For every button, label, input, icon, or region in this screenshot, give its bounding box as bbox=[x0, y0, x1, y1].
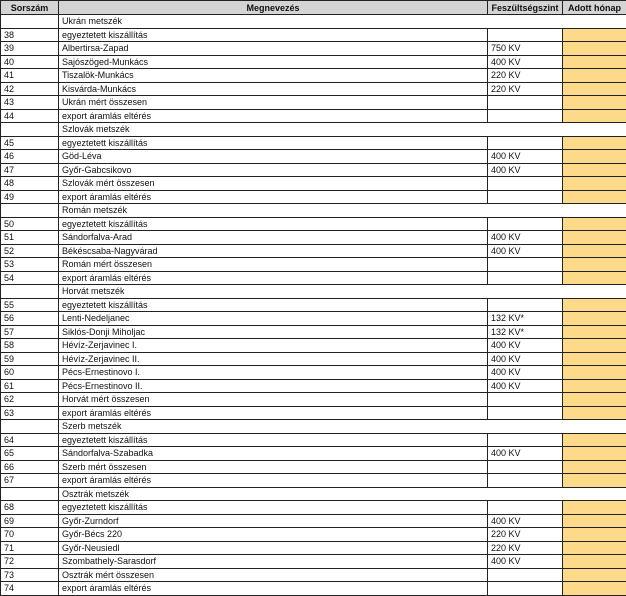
cell-month-input[interactable] bbox=[563, 406, 626, 420]
cell-month-input[interactable] bbox=[563, 231, 626, 245]
table-row bbox=[1, 433, 626, 447]
cell-num[interactable]: 73 bbox=[1, 568, 59, 582]
table-row bbox=[1, 231, 626, 245]
cell-voltage[interactable]: 400 KV bbox=[488, 379, 563, 393]
cell-name[interactable]: Hévíz-Zerjavinec II. bbox=[59, 352, 488, 366]
cell-name[interactable]: Hévíz-Zerjavinec I. bbox=[59, 339, 488, 353]
cell-name[interactable]: export áramlás eltérés bbox=[59, 474, 488, 488]
cell-name[interactable]: export áramlás eltérés bbox=[59, 109, 488, 123]
cell-num[interactable]: 49 bbox=[1, 190, 59, 204]
cell-voltage[interactable] bbox=[488, 96, 563, 110]
cell-num[interactable]: 44 bbox=[1, 109, 59, 123]
table-row bbox=[1, 271, 626, 285]
table-row bbox=[1, 163, 626, 177]
cell-month-input[interactable] bbox=[563, 352, 626, 366]
table-row bbox=[1, 568, 626, 582]
cell-voltage[interactable]: 400 KV bbox=[488, 447, 563, 461]
cell-month-input[interactable] bbox=[563, 582, 626, 596]
cell-voltage[interactable]: 400 KV bbox=[488, 55, 563, 69]
cell-voltage[interactable]: 220 KV bbox=[488, 541, 563, 555]
cell-voltage[interactable] bbox=[488, 474, 563, 488]
cell-name[interactable]: egyeztetett kiszállítás bbox=[59, 298, 488, 312]
cell-num[interactable]: 66 bbox=[1, 460, 59, 474]
cell-name[interactable]: Szlovák mért összesen bbox=[59, 177, 488, 191]
table-row bbox=[1, 42, 626, 56]
table-row bbox=[1, 379, 626, 393]
table-row bbox=[1, 190, 626, 204]
cell-name[interactable]: Tiszalök-Munkács bbox=[59, 69, 488, 83]
cell-month-input[interactable] bbox=[563, 190, 626, 204]
cell-name[interactable]: Sándorfalva-Arad bbox=[59, 231, 488, 245]
cell-num[interactable] bbox=[1, 285, 59, 299]
cell-month-input[interactable] bbox=[563, 96, 626, 110]
cell-num[interactable]: 70 bbox=[1, 528, 59, 542]
cell-month-input[interactable] bbox=[563, 69, 626, 83]
cell-voltage[interactable] bbox=[488, 460, 563, 474]
section-title[interactable]: Román metszék bbox=[59, 204, 626, 218]
cell-month-input[interactable] bbox=[563, 460, 626, 474]
section-row bbox=[1, 285, 626, 299]
cell-month-input[interactable] bbox=[563, 82, 626, 96]
cell-name[interactable]: Ukrán mért összesen bbox=[59, 96, 488, 110]
cell-name[interactable]: Göd-Léva bbox=[59, 150, 488, 164]
header-num[interactable]: Sorszám bbox=[1, 1, 59, 15]
cell-name[interactable]: export áramlás eltérés bbox=[59, 271, 488, 285]
cell-num[interactable] bbox=[1, 123, 59, 137]
cell-name[interactable]: Békéscsaba-Nagyvárad bbox=[59, 244, 488, 258]
table-row bbox=[1, 582, 626, 596]
cell-num[interactable]: 46 bbox=[1, 150, 59, 164]
header-row bbox=[1, 1, 626, 15]
cell-name[interactable]: Győr-Bécs 220 bbox=[59, 528, 488, 542]
cell-num[interactable]: 42 bbox=[1, 82, 59, 96]
table-row bbox=[1, 298, 626, 312]
cell-num[interactable]: 38 bbox=[1, 28, 59, 42]
cell-num[interactable]: 50 bbox=[1, 217, 59, 231]
cell-voltage[interactable]: 220 KV bbox=[488, 69, 563, 83]
table-row bbox=[1, 325, 626, 339]
section-row bbox=[1, 15, 626, 29]
cell-month-input[interactable] bbox=[563, 514, 626, 528]
cell-month-input[interactable] bbox=[563, 42, 626, 56]
cell-num[interactable]: 56 bbox=[1, 312, 59, 326]
cell-num[interactable]: 65 bbox=[1, 447, 59, 461]
cell-name[interactable]: Lenti-Nedeljanec bbox=[59, 312, 488, 326]
cell-month-input[interactable] bbox=[563, 163, 626, 177]
cell-name[interactable]: Siklós-Donji Miholjac bbox=[59, 325, 488, 339]
cell-name[interactable]: Győr-Neusiedl bbox=[59, 541, 488, 555]
cell-name[interactable]: Albertirsa-Zapad bbox=[59, 42, 488, 56]
cell-num[interactable]: 40 bbox=[1, 55, 59, 69]
cell-num[interactable]: 43 bbox=[1, 96, 59, 110]
cell-voltage[interactable]: 400 KV bbox=[488, 366, 563, 380]
cell-voltage[interactable] bbox=[488, 136, 563, 150]
cell-num[interactable]: 47 bbox=[1, 163, 59, 177]
cell-voltage[interactable]: 400 KV bbox=[488, 514, 563, 528]
cell-name[interactable]: Pécs-Ernestinovo I. bbox=[59, 366, 488, 380]
cell-voltage[interactable] bbox=[488, 271, 563, 285]
section-title[interactable]: Osztrák metszék bbox=[59, 487, 626, 501]
table-row bbox=[1, 406, 626, 420]
cell-num[interactable]: 41 bbox=[1, 69, 59, 83]
section-title[interactable]: Horvát metszék bbox=[59, 285, 626, 299]
cell-name[interactable]: Sándorfalva-Szabadka bbox=[59, 447, 488, 461]
cell-voltage[interactable] bbox=[488, 393, 563, 407]
cell-month-input[interactable] bbox=[563, 325, 626, 339]
header-name[interactable]: Megnevezés bbox=[59, 1, 488, 15]
cell-num[interactable]: 71 bbox=[1, 541, 59, 555]
cell-name[interactable]: Szerb mért összesen bbox=[59, 460, 488, 474]
table-row bbox=[1, 96, 626, 110]
cell-num[interactable] bbox=[1, 204, 59, 218]
cell-num[interactable]: 74 bbox=[1, 582, 59, 596]
table-row bbox=[1, 109, 626, 123]
table-row bbox=[1, 393, 626, 407]
cell-name[interactable]: Osztrák mért összesen bbox=[59, 568, 488, 582]
table-row bbox=[1, 82, 626, 96]
section-title[interactable]: Ukrán metszék bbox=[59, 15, 626, 29]
section-row bbox=[1, 487, 626, 501]
table-row bbox=[1, 150, 626, 164]
cell-num[interactable]: 52 bbox=[1, 244, 59, 258]
table-row bbox=[1, 366, 626, 380]
cell-voltage[interactable]: 400 KV bbox=[488, 555, 563, 569]
table-row bbox=[1, 136, 626, 150]
cell-month-input[interactable] bbox=[563, 271, 626, 285]
cell-num[interactable] bbox=[1, 15, 59, 29]
cell-num[interactable] bbox=[1, 487, 59, 501]
cell-voltage[interactable] bbox=[488, 582, 563, 596]
cell-num[interactable]: 72 bbox=[1, 555, 59, 569]
table-row bbox=[1, 514, 626, 528]
cell-num[interactable]: 45 bbox=[1, 136, 59, 150]
table-row bbox=[1, 352, 626, 366]
section-row bbox=[1, 420, 626, 434]
cell-name[interactable]: egyeztetett kiszállítás bbox=[59, 28, 488, 42]
section-row bbox=[1, 123, 626, 137]
table-row bbox=[1, 501, 626, 515]
cell-name[interactable]: export áramlás eltérés bbox=[59, 582, 488, 596]
table-row bbox=[1, 339, 626, 353]
cell-voltage[interactable]: 400 KV bbox=[488, 231, 563, 245]
cell-num[interactable]: 68 bbox=[1, 501, 59, 515]
cell-num[interactable]: 67 bbox=[1, 474, 59, 488]
cell-voltage[interactable]: 400 KV bbox=[488, 150, 563, 164]
cell-month-input[interactable] bbox=[563, 379, 626, 393]
cell-month-input[interactable] bbox=[563, 55, 626, 69]
cell-name[interactable]: export áramlás eltérés bbox=[59, 406, 488, 420]
cell-month-input[interactable] bbox=[563, 433, 626, 447]
cell-month-input[interactable] bbox=[563, 28, 626, 42]
cell-voltage[interactable] bbox=[488, 109, 563, 123]
cell-num[interactable]: 58 bbox=[1, 339, 59, 353]
cell-name[interactable]: export áramlás eltérés bbox=[59, 190, 488, 204]
cell-num[interactable]: 61 bbox=[1, 379, 59, 393]
cell-num[interactable]: 59 bbox=[1, 352, 59, 366]
table-row bbox=[1, 244, 626, 258]
table-row bbox=[1, 474, 626, 488]
cell-voltage[interactable] bbox=[488, 28, 563, 42]
cell-voltage[interactable] bbox=[488, 406, 563, 420]
cell-num[interactable]: 69 bbox=[1, 514, 59, 528]
cell-name[interactable]: Győr-Gabcsikovo bbox=[59, 163, 488, 177]
table-row bbox=[1, 541, 626, 555]
cell-month-input[interactable] bbox=[563, 109, 626, 123]
cell-num[interactable]: 63 bbox=[1, 406, 59, 420]
section-title[interactable]: Szerb metszék bbox=[59, 420, 626, 434]
cell-voltage[interactable]: 400 KV bbox=[488, 244, 563, 258]
cell-month-input[interactable] bbox=[563, 258, 626, 272]
cell-name[interactable]: Pécs-Ernestinovo II. bbox=[59, 379, 488, 393]
cell-voltage[interactable]: 220 KV bbox=[488, 82, 563, 96]
table-row bbox=[1, 555, 626, 569]
cell-voltage[interactable]: 400 KV bbox=[488, 352, 563, 366]
cell-name[interactable]: Kisvárda-Munkács bbox=[59, 82, 488, 96]
cell-month-input[interactable] bbox=[563, 541, 626, 555]
cell-name[interactable]: egyeztetett kiszállítás bbox=[59, 217, 488, 231]
header-month[interactable]: Adott hónap bbox=[563, 1, 626, 15]
cell-num[interactable]: 48 bbox=[1, 177, 59, 191]
cell-voltage[interactable] bbox=[488, 190, 563, 204]
cell-month-input[interactable] bbox=[563, 447, 626, 461]
cell-voltage[interactable] bbox=[488, 298, 563, 312]
cell-month-input[interactable] bbox=[563, 217, 626, 231]
cell-month-input[interactable] bbox=[563, 393, 626, 407]
table-row bbox=[1, 217, 626, 231]
cell-voltage[interactable]: 132 KV* bbox=[488, 325, 563, 339]
section-row bbox=[1, 204, 626, 218]
cell-voltage[interactable] bbox=[488, 501, 563, 515]
cell-num[interactable]: 62 bbox=[1, 393, 59, 407]
cell-voltage[interactable]: 750 KV bbox=[488, 42, 563, 56]
cell-voltage[interactable]: 132 KV* bbox=[488, 312, 563, 326]
cell-num[interactable] bbox=[1, 420, 59, 434]
cell-name[interactable]: Román mért összesen bbox=[59, 258, 488, 272]
cell-voltage[interactable] bbox=[488, 568, 563, 582]
cell-name[interactable]: Szombathely-Sarasdorf bbox=[59, 555, 488, 569]
cell-month-input[interactable] bbox=[563, 150, 626, 164]
cell-num[interactable]: 64 bbox=[1, 433, 59, 447]
cell-num[interactable]: 39 bbox=[1, 42, 59, 56]
cell-month-input[interactable] bbox=[563, 339, 626, 353]
header-voltage[interactable]: Feszültségszint bbox=[488, 1, 563, 15]
cell-voltage[interactable] bbox=[488, 433, 563, 447]
table-row bbox=[1, 312, 626, 326]
cell-name[interactable]: egyeztetett kiszállítás bbox=[59, 501, 488, 515]
cell-month-input[interactable] bbox=[563, 312, 626, 326]
cell-month-input[interactable] bbox=[563, 298, 626, 312]
table-row bbox=[1, 528, 626, 542]
cell-voltage[interactable]: 400 KV bbox=[488, 163, 563, 177]
table-row bbox=[1, 258, 626, 272]
table-row bbox=[1, 460, 626, 474]
table-row bbox=[1, 69, 626, 83]
cell-month-input[interactable] bbox=[563, 136, 626, 150]
cell-num[interactable]: 60 bbox=[1, 366, 59, 380]
cell-month-input[interactable] bbox=[563, 474, 626, 488]
table-row bbox=[1, 447, 626, 461]
cell-num[interactable]: 51 bbox=[1, 231, 59, 245]
cell-voltage[interactable]: 400 KV bbox=[488, 339, 563, 353]
cell-name[interactable]: egyeztetett kiszállítás bbox=[59, 433, 488, 447]
cell-month-input[interactable] bbox=[563, 244, 626, 258]
table-row bbox=[1, 28, 626, 42]
cell-name[interactable]: Sajószöged-Munkács bbox=[59, 55, 488, 69]
cell-num[interactable]: 54 bbox=[1, 271, 59, 285]
section-title[interactable]: Szlovák metszék bbox=[59, 123, 626, 137]
cell-month-input[interactable] bbox=[563, 528, 626, 542]
cell-month-input[interactable] bbox=[563, 177, 626, 191]
cell-voltage[interactable] bbox=[488, 217, 563, 231]
cell-name[interactable]: Horvát mért összesen bbox=[59, 393, 488, 407]
cell-num[interactable]: 55 bbox=[1, 298, 59, 312]
cell-num[interactable]: 57 bbox=[1, 325, 59, 339]
table-row bbox=[1, 55, 626, 69]
cell-voltage[interactable] bbox=[488, 258, 563, 272]
cell-num[interactable]: 53 bbox=[1, 258, 59, 272]
cell-voltage[interactable] bbox=[488, 177, 563, 191]
cell-voltage[interactable]: 220 KV bbox=[488, 528, 563, 542]
cell-month-input[interactable] bbox=[563, 501, 626, 515]
cell-name[interactable]: egyeztetett kiszállítás bbox=[59, 136, 488, 150]
table-row bbox=[1, 177, 626, 191]
cell-name[interactable]: Győr-Zurndorf bbox=[59, 514, 488, 528]
cell-month-input[interactable] bbox=[563, 568, 626, 582]
cell-month-input[interactable] bbox=[563, 555, 626, 569]
cell-month-input[interactable] bbox=[563, 366, 626, 380]
